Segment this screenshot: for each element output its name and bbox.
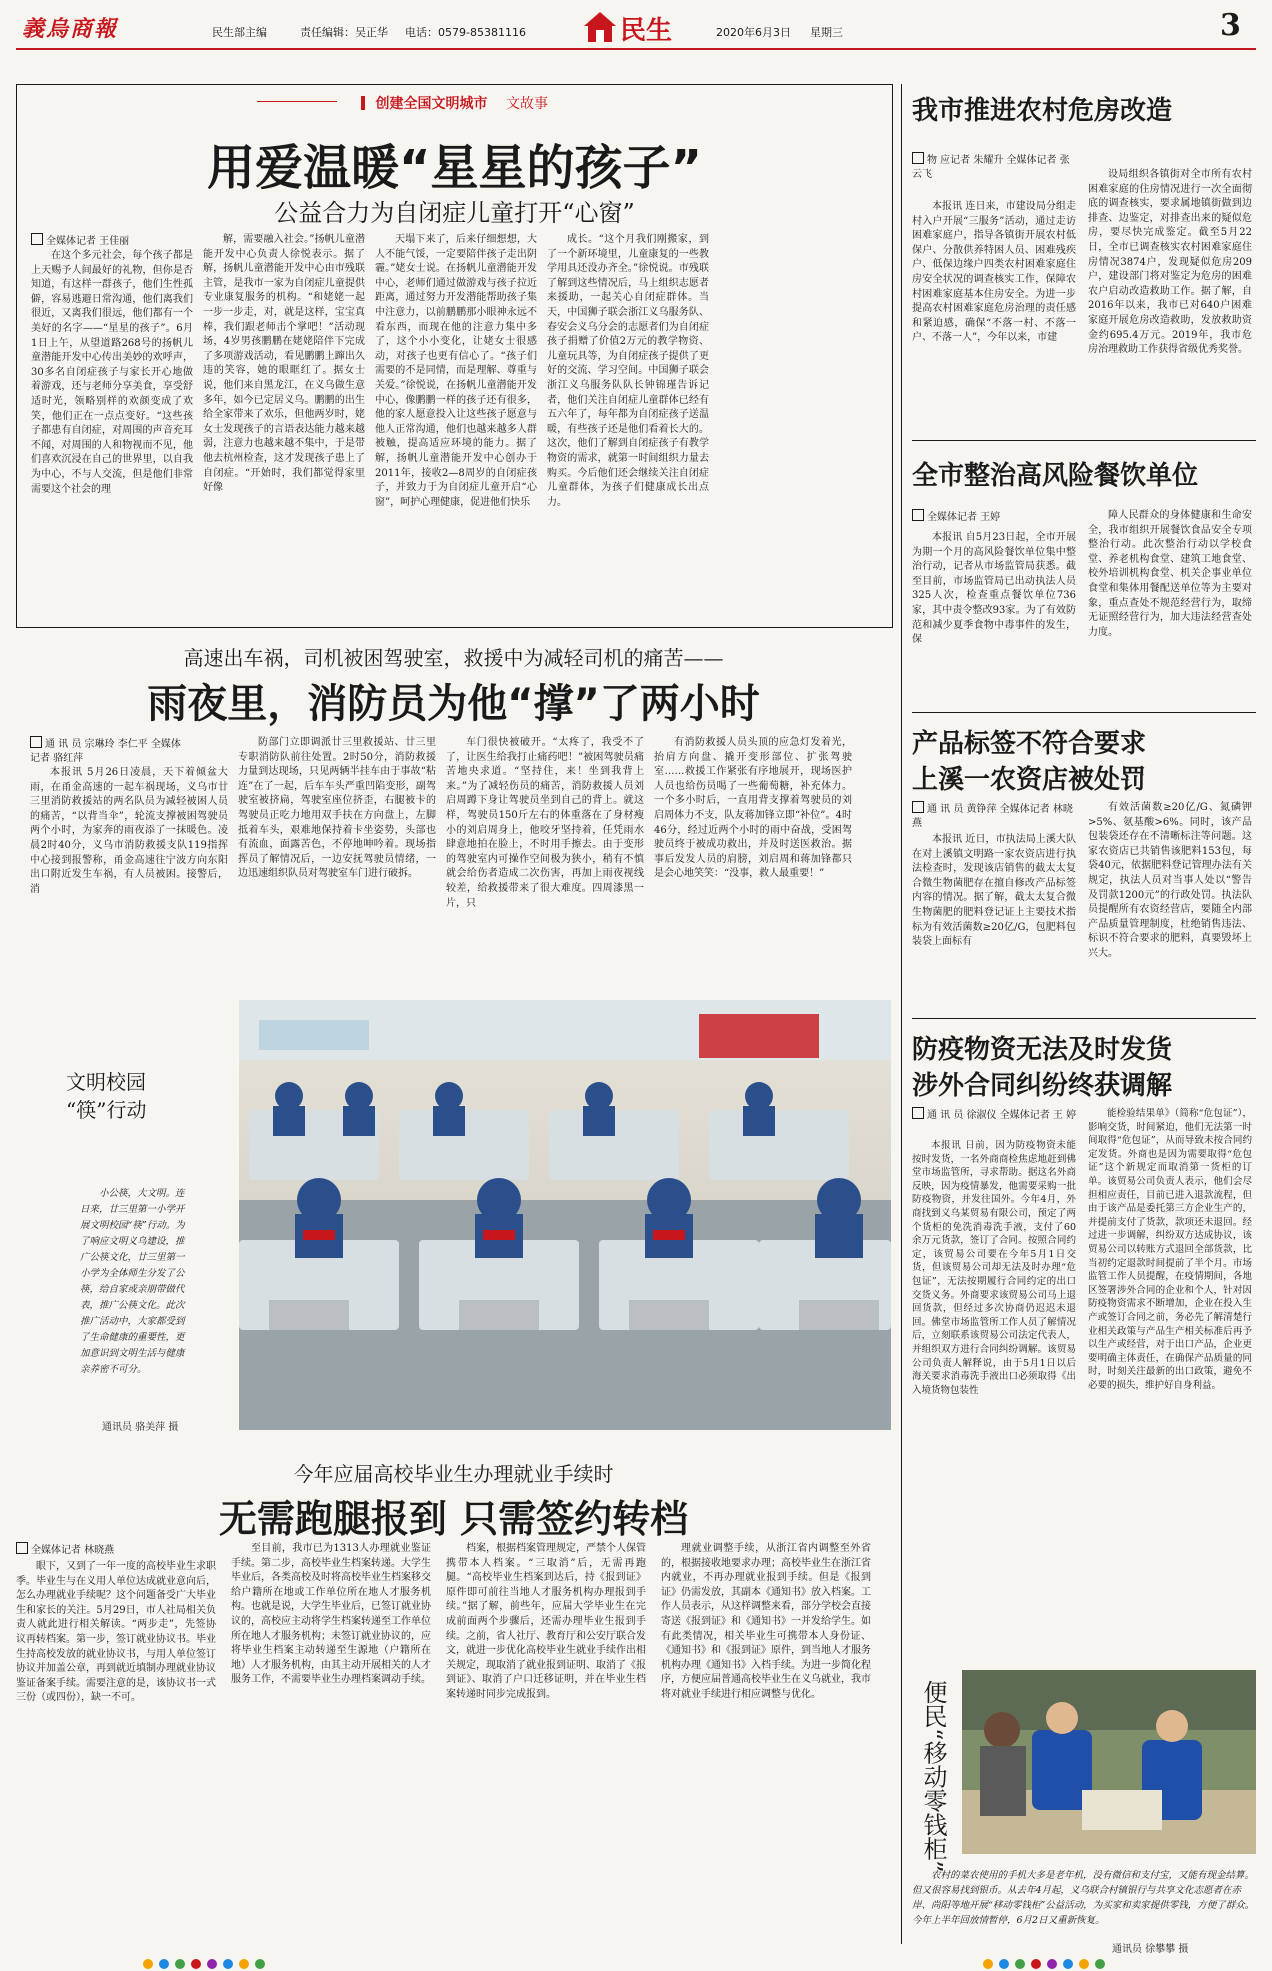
byline-box-icon	[30, 736, 42, 748]
footer-dot-icon	[1063, 1959, 1073, 1969]
feature-byline: 全媒体记者 王佳丽	[31, 233, 191, 249]
byline-box-icon	[912, 801, 924, 813]
a3-headline-1: 产品标签不符合要求	[912, 729, 1147, 759]
a2-col-1: 本报讯 自5月23日起，全市开展为期一个月的高风险餐饮单位集中整治行动，记者从市场监管局获悉。截至目前，市场监管局已出动执法人员325人次，检查重点餐饮单位736家，其中责令整改93家。为了有效防范和减少夏季食物中毒事件的发生，保	[912, 532, 1076, 646]
footer-dot-icon	[159, 1959, 169, 1969]
feature-col-1: 在这个多元社会，每个孩子都是上天赐予人间最好的礼物，但你是否知道，有这样一群孩子，他们生性孤僻，容易逃避日常沟通，他们离我们很近，又离我们很远，他们都有一个美好的名字——“星星的孩子”。6月1日上午，从望道路268号的扬帆儿童潜能开发中心传出美妙的欢呼声，30多名自闭症孩子与家长开心地做着游戏，还与老师分享美食，享受舒适时光，领略别样的欢颜变成了欢笑，他们正在一点点变好。“这些孩子都患有自闭症，对周围的声音充耳不闻，对周围的人和物视而不见，他们喜欢沉浸在自己的世界里，以自我为中心，不与人交流，但是他们非常需要这个社会的理	[31, 250, 193, 495]
a4-col-1: 本报讯 日前，因为防疫物资未能按时发货，一名外商商检焦虑地赶到佛堂市场监管所，寻求帮助。据这名外商反映，因为疫情暴发，他需要采购一批防疫物资，并发往国外。今年4月，外商找到义乌某贸易有限公司，预定了两个货柜的免洗消毒洗手液，支付了60余万元货款，签订了合同。按照合同约定，该贸易公司要在今年5月1日交货，但该贸易公司却无法及时办理“危包证”，无法按期履行合同约定的出口交货义务。外商要求该贸易公司马上退回货款，但经过多次协商仍迟迟未退回。佛堂市场监管所工作人员了解情况后，立刻联系该贸易公司法定代表人，并组织双方进行合同纠纷调解。该贸易公司负责人解释说，由于5月1日以后海关要求消毒洗手液出口必须取得《出入境货物包装性	[912, 1140, 1076, 1396]
byline-box-icon	[912, 1107, 924, 1119]
feature-headline: 用爱温暖“星星的孩子”	[206, 140, 703, 196]
feature-col-2: 解，需要融入社会。”扬帆儿童潜能开发中心负责人徐悦表示。据了解，扬帆儿童潜能开发中心由市残联主管，是我市一家为自闭症儿童提供专业康复服务的机构。“和姥姥一起一步一步走，对，就是这样，宝宝真棒，我们跟老师击个掌吧！”活动现场，4岁男孩鹏鹏在姥姥陪伴下完成了多项游戏活动，看见鹏鹏上蹿出久违的笑容，她的眼眶红了。据女士说，他们来自黑龙江，在义乌做生意多年，如今已定居义乌。鹏鹏的出生给全家带来了欢乐，但他两岁时，姥女士发现孩子的言语表达能力越来越弱，注意力也越来越不集中，于是带他去杭州检查，这才发现孩子患上了自闭症。“开始时，我们都觉得家里好像	[203, 234, 365, 494]
feature-article	[16, 84, 893, 628]
masthead-phone: 电话：0579-85381116	[405, 26, 526, 39]
page-number: 3	[1220, 8, 1241, 43]
footer-dot-icon	[143, 1959, 153, 1969]
fire-article	[16, 636, 891, 996]
a2-byline: 全媒体记者 王婷	[912, 509, 1077, 525]
a1-byline: 物 应记者 朱耀升 全媒体记者 张云飞	[912, 152, 1077, 182]
fire-col-4: 有消防救援人员头顶的应急灯发着光，抬肩方向盘、撬开变形部位、扩张驾驶室……救援工作紧张有序地展开，现场医护人员也给伤员喝了一些葡萄糖，补充体力。一个多小时后，一直用背支撑着驾驶员的刘启周体力不支，队友蒋加锋立即“补位”。4时46分，经过近两个小时的雨中奋战，受困驾驶员终于被成功救出，并及时送医救治。据事后发发人员的肩膀，刘启周和蒋加锋都只是会心地笑笑：“没事，救人最重要！”	[654, 737, 852, 880]
fire-byline: 通 讯 员 宗琳玲 李仁平 全媒体记者 骆红萍	[30, 736, 190, 766]
masthead-editor: 责任编辑：吴正华	[300, 26, 388, 39]
fire-col-2: 防部门立即调派廿三里救援站、廿三里专职消防队前往处置。2时50分，消防救援力量到达现场，只见两辆半挂车由于事故“粘连”在了一起，后车车头严重凹陷变形，副驾驶室被挤扁，驾驶室座位挤歪，右腿被卡的驾驶员正吃力地用双手扶在方向盘上，左脚抵着车头，艰难地保持着卡坐姿势，头部也有流血，面露苦色，不停地呻吟着。现场指挥员了解情况后，一边安抚驾驶员情绪，一边迅速组织队员对驾驶室车门进行破拆。	[238, 737, 436, 880]
house-icon	[580, 8, 620, 46]
a3-col-2: 有效活菌数≥20亿/G、氮磷钾>5%、氨基酸>6%。同时，该产品包装袋还存在不清晰标注等问题。这家农资店已共销售该肥料153包，每袋40元，依据肥料登记管理办法有关规定，执法人员对当事人处以“警告及罚款1200元”的行政处罚。执法队员提醒所有农资经营店，要随全内部产品质量管理制度，杜绝销售违法、标识不符合要求的肥料，真要毁坏上兴大。	[1088, 802, 1252, 959]
grad-article	[16, 1438, 891, 1958]
feature-filler	[719, 233, 879, 553]
catering-article	[912, 440, 1256, 709]
section-name: 民生	[620, 16, 673, 46]
a5-credit: 通讯员 徐攀攀 摄	[1112, 1944, 1189, 1955]
footer-dot-icon	[207, 1959, 217, 1969]
footer-dot-icon	[1015, 1959, 1025, 1969]
grad-col-4: 理就业调整手续，从浙江省内调整至外省的，根据接收地要求办理；高校毕业生在浙江省内就业，不再办理就业报到手续。但是《报到证》仍需发放，其副本《通知书》放入档案。工作人员表示，从这样调整来看，部分学校会直接寄送《报到证》和《通知书》一并发给学生。如有此类情况，相关毕业生可携带本人身份证、《通知书》和《报到证》原件，到当地人才服务机构办理《通知书》入档手续。为进一步简化程序，方便应届普通高校毕业生在义乌就业，我市将对就业手续进行相应调整与优化。	[661, 1543, 871, 1700]
feature-col-3: 天塌下来了，后来仔细想想，大人不能气馁，一定要陪伴孩子走出阴霾。”姥女士说。在扬帆儿童潜能开发中心，老师们通过做游戏与孩子拉近距离，通过努力开发潜能帮助孩子集中注意力，以前鹏鹏那小眼神永远不看东西，而现在他的注意力集中多了，这个小小变化，让姥女士很感动，对孩子也更有信心了。“孩子们需要的不是同情，而是理解、尊重与关爱。”徐悦说，在扬帆儿童潜能开发中心，像鹏鹏一样的孩子还有很多，他的家人愿意投入让这些孩子愿意与他人正常沟通，他们也越来越多人群被触，提高适应环境的能力。据了解，扬帆儿童潜能开发中心创办于2011年，接收2—8周岁的自闭症孩子，并致力于为自闭症儿童开启“心窗”，呵护心理健康，促进他们快乐	[375, 234, 537, 508]
footer-dot-icon	[1079, 1959, 1089, 1969]
footer-dot-icon	[1095, 1959, 1105, 1969]
grad-col-1: 眼下，又到了一年一度的高校毕业生求职季。毕业生与在义用人单位达成就业意向后，怎么办理就业手续呢？这个问题备受广大毕业生和家长的关注。5月29日，市人社局相关负责人就此进行相关解读。“两步走”，先签协议再转档案。第一步，签订就业协议书。毕业生持高校发放的就业协议书，与用人单位签订协议并加盖公章，再到就近填制办理就业协议鉴证备案手续。需要注意的是，该协议书一式三份（或四份），缺一不可。	[16, 1561, 216, 1704]
kicker-rule	[257, 101, 337, 102]
a4-byline: 通 讯 员 徐淑仪 全媒体记者 王 婷	[912, 1107, 1077, 1123]
photo-title-2: “筷”行动	[66, 1098, 147, 1122]
kicker-tag: 文故事	[505, 96, 548, 112]
a4-headline-2: 涉外合同纠纷终获调解	[912, 1071, 1173, 1101]
masthead-rule	[16, 48, 1256, 50]
a5-photo	[962, 1670, 1256, 1854]
contract-dispute-article	[912, 1018, 1256, 1659]
footer-dots-left	[140, 1954, 390, 1971]
right-column-divider	[901, 84, 902, 1944]
paper-logo: 義烏商報	[22, 16, 119, 42]
section-badge	[580, 8, 700, 46]
footer-dot-icon	[1031, 1959, 1041, 1969]
photo-feature	[16, 1000, 891, 1433]
footer-dots-right	[980, 1954, 1230, 1971]
issue-weekday: 星期三	[810, 26, 843, 39]
footer-dot-icon	[191, 1959, 201, 1969]
kicker-series: 创建全国文明城市	[375, 96, 488, 112]
a5-caption: 农村的菜农使用的手机大多是老年机，没有微信和支付宝，又能有现金结算。但又很容易找到银币。从去年4月起，义乌联合村镇银行与共享文化志愿者在赤岸、尚阳等地开展“移动零钱柜”公益活动，为买家和卖家提供零钱，方便了群众。今年上半年回放情暂停，6月2日又重新恢复。	[912, 1870, 1255, 1926]
a4-headline-1: 防疫物资无法及时发货	[912, 1035, 1173, 1065]
masthead-dept: 民生部主编	[212, 26, 267, 39]
grad-col-2: 至目前，我市已为1313人办理就业鉴证手续。第二步，高校毕业生档案转递。大学生毕业后，各类高校及时将高校毕业生档案移交给户籍所在地或工作单位所在地人才服务机构。也就是说，大学生毕业后，已签订就业协议的，高校应主动将学生档案转递至工作单位所在地人才服务机构；未签订就业协议的，应将毕业生档案主动转递至生源地（户籍所在地）人才服务机构，由其主动开展相关的人才服务工作，不需要毕业生办理档案调动手续。	[231, 1543, 431, 1686]
a3-headline-2: 上溪一农资店被处罚	[912, 765, 1147, 795]
fire-headline: 雨夜里，消防员为他“撑”了两小时	[147, 681, 760, 727]
issue-date: 2020年6月3日	[716, 26, 791, 39]
kicker-bar-icon	[361, 96, 365, 110]
grad-headline: 无需跑腿报到 只需签约转档	[218, 1497, 689, 1541]
a3-byline: 通 讯 员 黄铮萍 全媒体记者 林晓燕	[912, 801, 1077, 831]
feature-kicker	[17, 93, 892, 113]
rural-housing-article	[912, 84, 1256, 424]
footer-dot-icon	[239, 1959, 249, 1969]
a2-col-2: 障人民群众的身体健康和生命安全，我市组织开展餐饮食品安全专项整治行动。此次整治行动以学校食堂、养老机构食堂、建筑工地食堂、校外培训机构食堂、机关企事业单位食堂和集体用餐配送单位等为主要对象，重点查处不规范经营行为，取缔无证照经营行为，加大违法经营查处力度。	[1088, 510, 1252, 638]
footer-dot-icon	[1047, 1959, 1057, 1969]
feature-col-4: 成长。“这个月我们刚搬家，到了一个新环境里，儿童康复的一些教学用具还没办齐全。”徐悦说。市残联了解到这些情况后，马上组织志愿者来援助，一起关心自闭症群体。当天，中国狮子联会浙江义乌服务队、春安会义乌分会的志愿者们为自闭症孩子捐赠了价值2万元的教学物资、儿童玩具等，为自闭症孩子提供了更好的交流、学习空间。中国狮子联会浙江义乌服务队队长钟锦瑾告诉记者，他们关注自闭症儿童群体已经有五六年了，每年都为自闭症孩子送温暖，有些孩子还是他们看着长大的。这次，他们了解到自闭症孩子有教学物资的需求，就第一时间组织力量去购买。今后他们还会继续关注自闭症儿童群体，为孩子们健康成长出点力。	[547, 234, 709, 508]
fire-kicker: 高速出车祸，司机被困驾驶室，救援中为减轻司机的痛苦——	[183, 646, 724, 670]
a2-headline: 全市整治高风险餐饮单位	[912, 461, 1199, 491]
footer-dot-icon	[999, 1959, 1009, 1969]
footer-dot-icon	[175, 1959, 185, 1969]
a5-title: 便民“移动零钱柜”	[919, 1680, 947, 1873]
grad-kicker: 今年应届高校毕业生办理就业手续时	[293, 1462, 614, 1486]
a1-col-1: 本报讯 连日来，市建设局分组走村入户开展“三服务”活动，通过走访困难家庭户，指导各镇街开展农村低保户、分散供养特困人员、困难残疾户、低保边缘户四类农村困难家庭住房安全状况的调查核实工作，保障农村困难家庭基本住房安全。为进一步提高农村困难家庭危房治理的责任感和紧迫感，确保“不落一村、不落一户、不落一人”，今年以来，市建	[912, 201, 1076, 344]
footer-dot-icon	[255, 1959, 265, 1969]
a1-headline: 我市推进农村危房改造	[912, 96, 1173, 126]
fertilizer-article	[912, 712, 1256, 1003]
photo-credit: 通讯员 骆美萍 摄	[102, 1422, 179, 1433]
a1-col-2: 设局组织各镇街对全市所有农村困难家庭的住房情况进行一次全面彻底的调查核实，要求属地镇街做到边排查、边鉴定，对排查出来的疑似危房，要尽快完成鉴定。截至5月22日，全市已调查核实农村困难家庭住房情况3874户，发现疑似危房209户，建设部门将对鉴定为危房的困难农户启动改造救助工作。据了解，自2016年以来，我市已对640户困难家庭开展危房改造救助，发放救助资金约695.4万元。2019年，我市危房治理救助工作获得省级优秀奖誉。	[1088, 169, 1252, 356]
masthead	[0, 0, 1272, 52]
footer-dot-icon	[983, 1959, 993, 1969]
byline-box-icon	[912, 152, 924, 164]
change-cabinet-feature	[912, 1670, 1256, 1960]
a3-col-1: 本报讯 近日，市执法局上溪大队在对上溪镇文明路一家农资店进行执法检查时，发现该店销售的截太太复合微生物菌肥存在擅自修改产品标签内容的情况。据了解，截太太复合微生物菌肥的肥料登记证上主要技术指标为有效活菌数≥20亿/G，包肥料包装袋上面标有	[912, 834, 1076, 948]
fire-col-3: 车门很快被破开。“太疼了，我受不了了，让医生给我打止痛药吧！”被困驾驶员痛苦地央求道。“坚持住，来！坐到我背上来。”为了减轻伤员的痛苦，消防救援人员刘启周蹲下身让驾驶员坐到自己的背上。就这样，驾驶员150斤左右的体重落在了身材瘦小的刘启周身上，他咬牙坚持着，任凭雨水肆意地拍在脸上，不时用手擦去。由于变形的驾驶室内可操作空间极为狭小，稍有不慎就会给伤者造成二次伤害，再加上雨夜视线较差，给救援带来了很大难度。四周漆黑一片，只	[446, 737, 644, 909]
grad-col-3: 档案，根据档案管理规定，严禁个人保管携带本人档案。“三取消”后，无需再跑腿。“高校毕业生档案到达后，持《报到证》原件即可前往当地人才服务机构办理报到手续。”据了解，前些年，应届大学毕业生在完成前面两个步骤后，还需办理毕业生报到手续。之前，省人社厅、教育厅和公安厅联合发文，就进一步优化高校毕业生就业手续作出相关规定，现取消了就业报到证明、取消了《报到证》、取消了户口迁移证明，并在毕业生档案转递时同步完成报到。	[446, 1543, 646, 1700]
a4-col-2: 能检验结果单》（简称“危包证”），影响交货，时间紧迫，他们无法第一时间取得“危包证”，从而导致未按合同约定发货。外商也是因为需要取得“危包证”这个新规定而取消第一货柜的订单。该贸易公司负责人表示，他们会尽担相应责任，目前已进入退款流程，但由于该产品是委托第三方企业生产的，并提前支付了货款，款项还未退回。经过进一步调解，纠纷双方达成协议，该贸易公司以转账方式退回全部货款，比当初约定退款时间提前了半个月。市场监管工作人员提醒，在疫情期间，各地区签署涉外合同的企业和个人，针对因防疫物资需求不断增加，企业在投入生产或签订合同之前，务必先了解清楚行业相关政策与产品生产相关标准后再予以生产或经营，对于出口产品，企业更要明确主体责任，在确保产品质量的同时，时刻关注最新的出口政策，避免不必要的损失，维护好自身利益。	[1088, 1108, 1252, 1391]
canteen-photo	[239, 1000, 891, 1430]
byline-box-icon	[31, 233, 43, 245]
feature-subhead: 公益合力为自闭症儿童打开“心窗”	[274, 199, 635, 227]
photo-text: 小公筷，大文明。连日来，廿三里第一小学开展文明校园“筷”行动。为了响应文明义乌建设，推广公筷文化，廿三里第一小学为全体师生分发了公筷，给自家或亲朋带做代表，推广公筷文化。此次推广活动中，大家都受到了生命健康的重要性，更加意识到文明生活与健康亲养密不可分。	[80, 1188, 185, 1375]
footer-dot-icon	[223, 1959, 233, 1969]
grad-byline: 全媒体记者 林晓燕	[16, 1542, 176, 1558]
photo-title-1: 文明校园	[66, 1070, 146, 1094]
byline-box-icon	[16, 1542, 28, 1554]
byline-box-icon	[912, 509, 924, 521]
fire-col-1: 本报讯 5月26日凌晨，天下着倾盆大雨，在甬金高速的一起车祸现场，义乌市廿三里消防救援站的两名队员为减轻被困人员的痛苦，“以背当伞”，轮流支撑被困驾驶员两个小时，为家奔的雨夜添了一抹暖色。凌晨2时40分，义乌市消防救援支队119指挥中心接到报警称，甬金高速往宁波方向东阳出口附近发生车祸，有人员被困。接警后，消	[30, 767, 228, 895]
